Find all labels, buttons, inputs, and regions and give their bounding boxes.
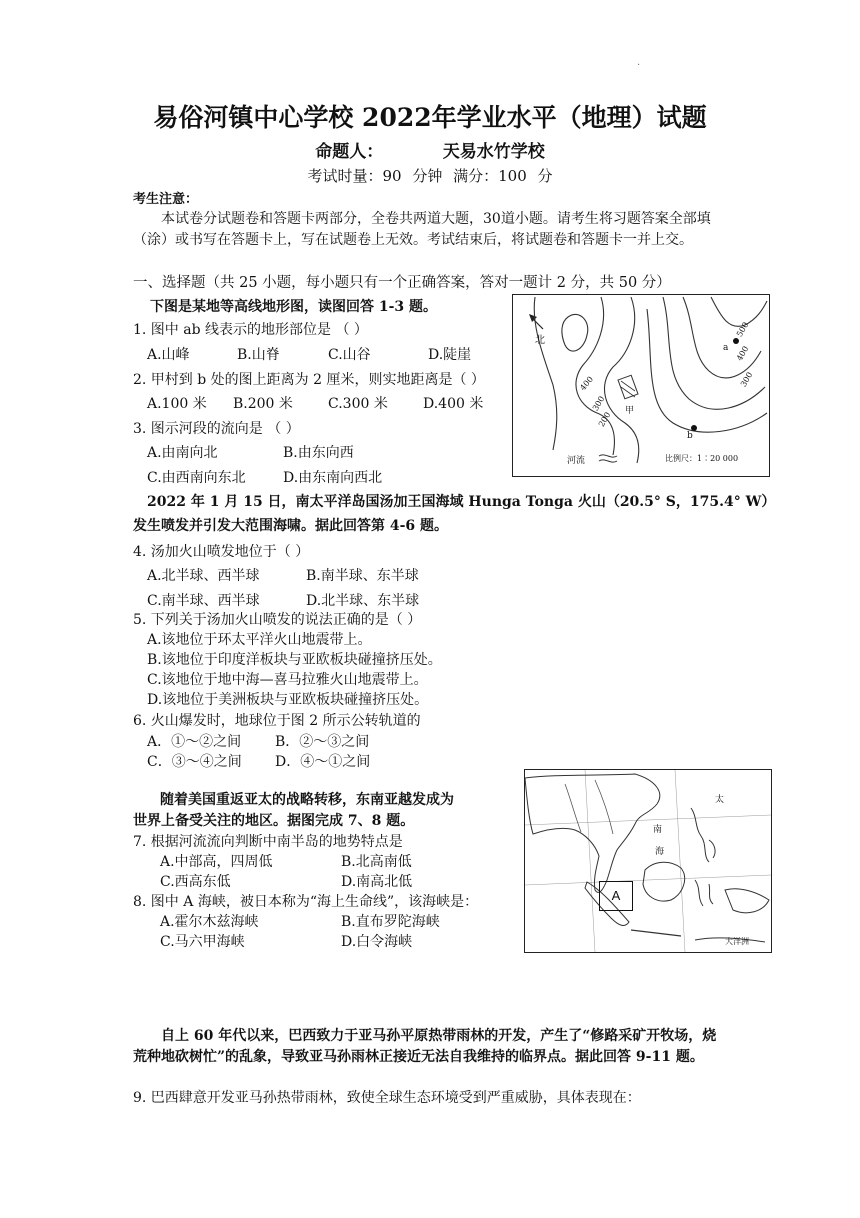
river-legend-label: 河流 <box>567 456 586 466</box>
q5-option-b: B.该地位于印度洋板块与亚欧板块碰撞挤压处。 <box>147 652 442 668</box>
q8-option-d: D.白令海峡 <box>341 934 413 950</box>
q1-option-b: B.山脊 <box>237 347 280 363</box>
village-label: 甲 <box>625 406 635 416</box>
contour-label-300: 300 <box>738 370 755 389</box>
q8-stem: 8. 图中 A 海峡，被日本称为“海上生命线”，该海峡是： <box>133 894 479 910</box>
group3-intro-line1: 随着美国重返亚太的战略转移，东南亚越发成为 <box>160 792 454 808</box>
river-legend-symbol <box>599 460 617 462</box>
q3-stem: 3. 图示河段的流向是 （ ） <box>133 421 300 437</box>
q5-option-a: A.该地位于环太平洋火山地震带上。 <box>147 632 372 648</box>
contour-closed <box>562 314 588 351</box>
point-a <box>733 338 739 344</box>
sea-map-drawing <box>525 770 771 952</box>
group2-intro-line1: 2022 年 1 月 15 日，南太平洋岛国汤加王国海域 Hunga Tonga 火山（20.5° S，175.4° W） <box>147 494 776 510</box>
q7-stem: 7. 根据河流流向判断中南半岛的地势特点是 <box>133 834 403 850</box>
contour-map-drawing <box>513 295 769 476</box>
group4-intro: 自上 60 年代以来，巴西致力于亚马孙平原热带雨林的开发，产生了“修路采矿开牧场，烧荒种地砍树忙”的乱象，导致亚马孙雨林正接近无法自我维持的临界点。据此回答 9-11 题。 <box>133 1028 717 1065</box>
contour-line <box>604 297 638 463</box>
q7-option-b: B.北高南低 <box>341 854 412 870</box>
q2-option-a: A.100 米 <box>147 396 207 412</box>
point-b-label: b <box>687 431 693 441</box>
q2-option-b: B.200 米 <box>233 396 293 412</box>
map-scale: 比例尺：1∶20 000 <box>665 454 739 463</box>
sulawesi-outline <box>695 880 713 906</box>
north-arrow-head <box>529 314 537 322</box>
contour-label-200: 200 <box>596 410 613 429</box>
q6-option-c: C．③～④之间 <box>147 754 242 770</box>
contour-line <box>711 297 767 326</box>
contour-label-400: 400 <box>578 374 595 393</box>
page-title: 易俗河镇中心学校 2022年学业水平（地理）试题 <box>153 103 707 132</box>
new-guinea-outline <box>725 889 769 913</box>
section-heading: 一、选择题（共 25 小题，每小题只有一个正确答案，答对一题计 2 分，共 50 分） <box>133 275 671 291</box>
q4-option-d: D.北半球、东半球 <box>306 593 420 609</box>
notice-label: 考生注意： <box>133 192 199 207</box>
group1-intro: 下图是某地等高线地形图，读图回答 1-3 题。 <box>150 299 438 315</box>
q1-option-d: D.陡崖 <box>428 347 472 363</box>
q1-option-a: A.山峰 <box>147 347 190 363</box>
q8-option-c: C.马六甲海峡 <box>160 934 245 950</box>
q2-stem: 2. 甲村到 b 处的图上距离为 2 厘米，则实地距离是（ ） <box>133 372 485 388</box>
sea-label-1: 南 <box>653 825 663 835</box>
author-line <box>0 142 860 162</box>
village-patch <box>618 375 638 399</box>
river-line <box>565 784 581 832</box>
q7-option-c: C.西高东低 <box>160 874 231 890</box>
ocean-label-1: 太 <box>715 795 725 805</box>
contour-label-500: 500 <box>734 320 751 339</box>
q5-option-c: C.该地位于地中海—喜马拉雅火山地震带上。 <box>147 672 428 688</box>
notice-text: 本试卷分试题卷和答题卡两部分，全卷共两道大题，30道小题。请考生将习题答案全部填（涂）或书写在答题卡上，写在试题卷上无效。考试结束后，将试题卷和答题卡一并上交。 <box>133 211 711 248</box>
q6-option-d: D．④～①之间 <box>275 754 371 770</box>
q3-option-c: C.由西南向东北 <box>147 470 246 486</box>
q5-stem: 5. 下列关于汤加火山喷发的说法正确的是（ ） <box>133 612 422 628</box>
southeast-asia-map <box>524 769 772 953</box>
philippines-outline <box>691 808 709 862</box>
header-mark: · <box>637 60 641 71</box>
map-graticule <box>525 770 771 952</box>
contour-label-400: 400 <box>734 344 751 363</box>
q1-option-c: C.山谷 <box>328 347 371 363</box>
q7-option-a: A.中部高，四周低 <box>160 854 273 870</box>
ocean-label-2: 大洋洲 <box>725 937 749 946</box>
river-line <box>595 780 613 834</box>
q5-option-d: D.该地位于美洲板块与亚欧板块碰撞挤压处。 <box>147 692 429 708</box>
group3-intro-line2: 世界上备受关注的地区。据图完成 7、8 题。 <box>133 813 415 829</box>
strait-a-box: A <box>599 881 633 911</box>
q3-option-d: D.由东南向西北 <box>283 470 383 486</box>
sea-label-2: 海 <box>655 847 665 857</box>
q4-stem: 4. 汤加火山喷发地位于（ ） <box>133 544 310 560</box>
q6-option-b: B．②～③之间 <box>275 734 370 750</box>
q7-option-d: D.南高北低 <box>341 874 413 890</box>
mainland-outline <box>525 774 663 892</box>
q3-option-a: A.由南向北 <box>147 445 218 461</box>
q8-option-a: A.霍尔木兹海峡 <box>160 914 259 930</box>
contour-line <box>663 297 765 409</box>
q6-stem: 6. 火山爆发时，地球位于图 2 所示公转轨道的 <box>133 713 421 729</box>
contour-line <box>576 297 614 455</box>
contour-label-300: 300 <box>590 394 607 413</box>
exam-info: 考试时量：90 分钟 满分：100 分 <box>307 167 553 185</box>
q2-option-d: D.400 米 <box>423 396 484 412</box>
q2-option-c: C.300 米 <box>328 396 388 412</box>
philippines-outline <box>709 840 715 858</box>
borneo-outline <box>643 862 685 901</box>
point-a-label: a <box>723 343 729 353</box>
contour-line <box>683 297 761 378</box>
contour-line <box>534 297 557 450</box>
river-legend-symbol <box>599 455 617 457</box>
contour-map <box>512 294 770 477</box>
author-label: 命题人： <box>315 142 384 162</box>
java-outline <box>631 930 681 936</box>
q4-option-b: B.南半球、东半球 <box>306 568 419 584</box>
q3-option-b: B.由东向西 <box>283 445 354 461</box>
group2-intro-line2: 发生喷发并引发大范围海啸。据此回答第 4-6 题。 <box>133 518 449 534</box>
author-name: 天易水竹学校 <box>442 142 545 162</box>
q1-stem: 1. 图中 ab 线表示的地形部位是 （ ） <box>133 322 368 338</box>
q4-option-a: A.北半球、西半球 <box>147 568 260 584</box>
q6-option-a: A．①～②之间 <box>147 734 242 750</box>
q4-option-c: C.南半球、西半球 <box>147 593 260 609</box>
q8-option-b: B.直布罗陀海峡 <box>341 914 440 930</box>
q9-stem: 9. 巴西肆意开发亚马孙热带雨林，致使全球生态环境受到严重威胁，具体表现在： <box>133 1090 641 1106</box>
map-north-label: 北 <box>535 335 545 346</box>
